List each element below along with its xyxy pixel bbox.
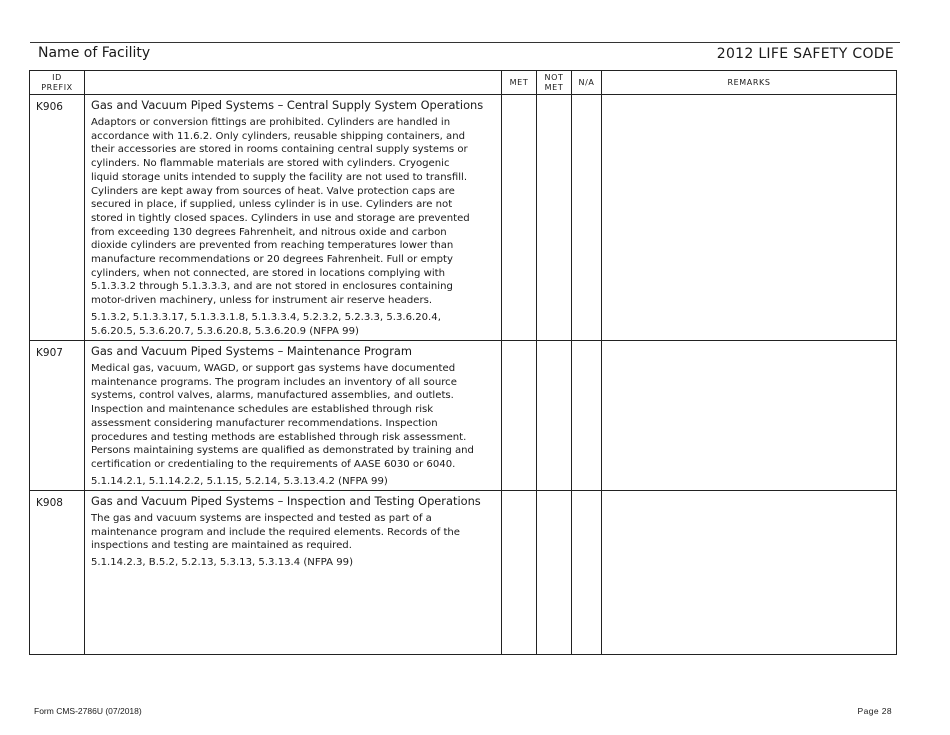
not-met-cell[interactable] — [537, 341, 572, 491]
column-header-description — [85, 71, 502, 95]
facility-header — [30, 42, 900, 69]
na-cell[interactable] — [572, 95, 602, 341]
item-title: Gas and Vacuum Piped Systems – Maintenance Program — [91, 344, 412, 358]
page-number: Page 28 — [857, 706, 892, 716]
remarks-cell[interactable] — [602, 95, 897, 341]
item-body: Medical gas, vacuum, WAGD, or support gas systems have documented maintenance programs. The program includes an inventory of all source systems, control valves, alarms, manufactured assemblies, and outlets. Inspection and maintenance schedules are established through risk assessment considering manufacturer recommendations. Inspection procedures and testing methods are established through risk assessment. Persons maintaining systems are qualified as demonstrated by training and certification or credentialing to the requirements of AASE 6030 or 6040. — [91, 363, 474, 470]
table-header-row — [30, 71, 897, 95]
met-cell[interactable] — [502, 95, 537, 341]
id-prefix-cell: K907 — [30, 341, 85, 491]
id-prefix-cell: K906 — [30, 95, 85, 341]
met-cell[interactable] — [502, 491, 537, 655]
table-row-k907 — [30, 341, 897, 491]
not-met-cell[interactable] — [537, 95, 572, 341]
description-cell — [85, 341, 502, 491]
description-cell — [85, 491, 502, 655]
id-prefix-cell: K908 — [30, 491, 85, 655]
form-id: Form CMS-2786U (07/2018) — [34, 706, 142, 716]
item-title: Gas and Vacuum Piped Systems – Inspection and Testing Operations — [91, 494, 481, 508]
item-reference: 5.1.3.2, 5.1.3.3.17, 5.1.3.3.1.8, 5.1.3.3.4, 5.2.3.2, 5.2.3.3, 5.3.6.20.4, 5.6.20.5, 5.3.6.20.7, 5.3.6.20.8, 5.3.6.20.9 (NFPA 99) — [91, 311, 441, 337]
item-reference: 5.1.14.2.3, B.5.2, 5.2.13, 5.3.13, 5.3.13.4 (NFPA 99) — [91, 557, 354, 569]
checklist-table — [29, 70, 897, 655]
not-met-cell[interactable] — [537, 491, 572, 655]
code-title: 2012 LIFE SAFETY CODE — [716, 46, 894, 62]
column-header-not-met: NOT MET — [537, 71, 572, 95]
met-cell[interactable] — [502, 341, 537, 491]
column-header-id-prefix: ID PREFIX — [30, 71, 85, 95]
description-cell — [85, 95, 502, 341]
item-body: The gas and vacuum systems are inspected and tested as part of a maintenance program and include the required elements. Records of the inspections and testing are maintained as required. — [91, 513, 461, 552]
column-header-na: N/A — [572, 71, 602, 95]
table-row-k908 — [30, 491, 897, 655]
na-cell[interactable] — [572, 341, 602, 491]
table-row-k906 — [30, 95, 897, 341]
item-reference: 5.1.14.2.1, 5.1.14.2.2, 5.1.15, 5.2.14, 5.3.13.4.2 (NFPA 99) — [91, 475, 388, 487]
column-header-met: MET — [502, 71, 537, 95]
na-cell[interactable] — [572, 491, 602, 655]
remarks-cell[interactable] — [602, 341, 897, 491]
facility-name-label: Name of Facility — [38, 45, 151, 61]
item-body: Adaptors or conversion fittings are prohibited. Cylinders are handled in accordance with 11.6.2. Only cylinders, reusable shipping containers, and their accessories are stored in rooms containing central supply systems or cylinders. No flammable materials are stored with cylinders. Cryogenic liquid storage units intended to supply the facility are not used to transfill. Cylinders are kept away from sources of heat. Valve protection caps are secured in place, if supplied, unless cylinder is in use. Cylinders are not stored in tightly closed spaces. Cylinders in use and storage are prevented from exceeding 130 degrees Fahrenheit, and nitrous oxide and carbon dioxide cylinders are prevented from reaching temperatures lower than manufacture recommendations or 20 degrees Fahrenheit. Full or empty cylinders, when not connected, are stored in locations complying with 5.1.3.3.2 through 5.1.3.3.3, and are not stored in enclosures containing motor-driven machinery, unless for instrument air reserve headers. — [91, 117, 470, 307]
column-header-remarks: REMARKS — [602, 71, 897, 95]
remarks-cell[interactable] — [602, 491, 897, 655]
item-title: Gas and Vacuum Piped Systems – Central Supply System Operations — [91, 98, 484, 112]
